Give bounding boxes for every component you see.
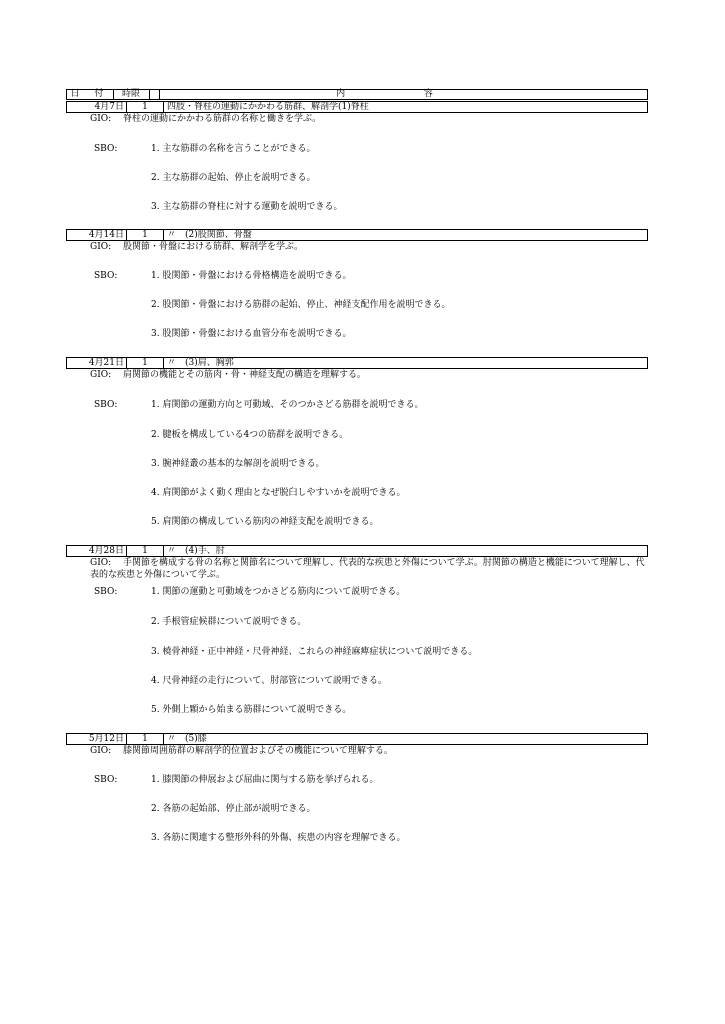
content-header: 内 容 bbox=[336, 89, 471, 99]
row-date: 4月21日 bbox=[67, 358, 127, 368]
sbo-item: 2. 手根管症候群について説明できる。 bbox=[151, 617, 307, 627]
header-spacer bbox=[149, 90, 160, 99]
sbo-item: 3. 各筋に関連する整形外科的外傷、疾患の内容を理解できる。 bbox=[151, 833, 406, 843]
date-header: 日 付 bbox=[67, 90, 114, 99]
sbo-item: 1. 膝関節の伸展および屈曲に関与する筋を挙げられる。 bbox=[151, 775, 379, 785]
sbo-label: SBO: bbox=[94, 271, 118, 281]
row-date: 4月28日 bbox=[67, 546, 127, 556]
row-period: 1 bbox=[127, 734, 164, 744]
gio-block bbox=[90, 241, 650, 253]
sbo-item: 3. 股関節・骨盤における血管分布を説明できる。 bbox=[151, 329, 352, 339]
row-period: 1 bbox=[127, 358, 164, 368]
sbo-item: 1. 関節の運動と可動域をつかさどる筋肉について説明できる。 bbox=[151, 587, 406, 597]
sbo-item: 2. 股関節・骨盤における筋群の起始、停止、神経支配作用を説明できる。 bbox=[151, 300, 451, 310]
sbo-label: SBO: bbox=[94, 775, 118, 785]
gio-label: GIO: bbox=[90, 746, 112, 756]
sbo-item: 4. 尺骨神経の走行について、肘部管について説明できる。 bbox=[151, 676, 387, 686]
gio-block bbox=[90, 369, 650, 381]
sbo-label: SBO: bbox=[94, 400, 118, 410]
sbo-item: 5. 肩関節の構成している筋肉の神経支配を説明できる。 bbox=[151, 517, 379, 527]
schedule-row bbox=[66, 229, 648, 241]
row-period: 1 bbox=[127, 102, 164, 112]
sbo-item: 1. 股関節・骨盤における骨格構造を説明できる。 bbox=[151, 271, 352, 281]
sbo-item: 4. 肩関節がよく動く理由となぜ脱臼しやすいかを説明できる。 bbox=[151, 488, 406, 498]
row-topic: 〃 (3)肩、胸郭 bbox=[167, 358, 234, 368]
row-date: 4月14日 bbox=[67, 230, 127, 240]
row-period: 1 bbox=[127, 546, 164, 556]
schedule-row bbox=[66, 101, 648, 113]
gio-text: 膝関節周囲筋群の解剖学的位置およびその機能について理解する。 bbox=[123, 746, 393, 756]
sbo-label: SBO: bbox=[94, 144, 118, 154]
row-topic: 〃 (2)股関節、骨盤 bbox=[167, 230, 252, 240]
sbo-item: 2. 腱板を構成している4つの筋群を説明できる。 bbox=[151, 430, 349, 440]
gio-label: GIO: bbox=[90, 370, 112, 380]
schedule-row bbox=[66, 545, 648, 557]
sbo-item: 1. 肩関節の運動方向と可動域、そのつかさどる筋群を説明できる。 bbox=[151, 400, 424, 410]
gio-block bbox=[90, 745, 650, 757]
sbo-item: 2. 各筋の起始部、停止部が説明できる。 bbox=[151, 804, 316, 814]
row-period: 1 bbox=[127, 230, 164, 240]
sbo-item: 5. 外側上顆から始まる筋群について説明できる。 bbox=[151, 705, 352, 715]
gio-text: 股関節・骨盤における筋群、解剖学を学ぶ。 bbox=[123, 242, 304, 252]
sbo-item: 2. 主な筋群の起始、停止を説明できる。 bbox=[151, 173, 316, 183]
row-topic: 〃 (4)手、肘 bbox=[167, 546, 225, 556]
schedule-row bbox=[66, 357, 648, 369]
gio-block bbox=[90, 113, 650, 125]
period-header: 時限 bbox=[113, 90, 150, 99]
row-date: 4月7日 bbox=[67, 102, 127, 112]
table-header-row bbox=[66, 89, 648, 100]
gio-text: 肩関節の機能とその筋肉・骨・神経支配の構造を理解する。 bbox=[123, 370, 367, 380]
gio-label: GIO: bbox=[90, 558, 112, 568]
sbo-item: 3. 腕神経叢の基本的な解剖を説明できる。 bbox=[151, 459, 325, 469]
sbo-item: 3. 橈骨神経・正中神経・尺骨神経、これらの神経麻痺症状について説明できる。 bbox=[151, 647, 478, 657]
gio-text: 手関節を構成する骨の名称と関節名について理解し、代表的な疾患と外傷について学ぶ。肘関節の構造と機能について理解し、代表的な疾患と外傷について学ぶ。 bbox=[90, 558, 645, 580]
row-date: 5月12日 bbox=[67, 734, 127, 744]
gio-label: GIO: bbox=[90, 114, 112, 124]
sbo-item: 1. 主な筋群の名称を言うことができる。 bbox=[151, 144, 316, 154]
gio-text: 脊柱の運動にかかわる筋群の名称と働きを学ぶ。 bbox=[123, 114, 322, 124]
sbo-item: 3. 主な筋群の脊柱に対する運動を説明できる。 bbox=[151, 202, 343, 212]
gio-block bbox=[90, 557, 650, 581]
sbo-label: SBO: bbox=[94, 587, 118, 597]
row-topic: 〃 (5)膝 bbox=[167, 734, 207, 744]
schedule-row bbox=[66, 733, 648, 745]
gio-label: GIO: bbox=[90, 242, 112, 252]
row-topic: 四肢・脊柱の運動にかかわる筋群、解剖学(1)脊柱 bbox=[167, 102, 369, 112]
